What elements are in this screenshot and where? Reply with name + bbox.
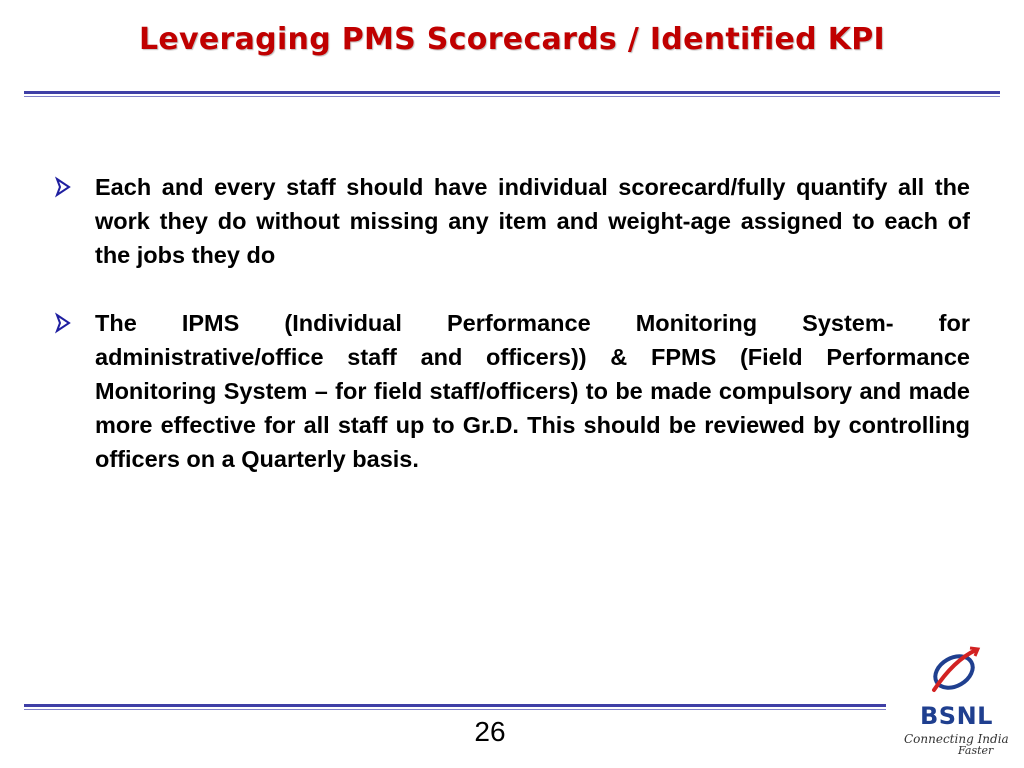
bsnl-logo [896, 640, 1016, 764]
page-number: 26 [474, 716, 506, 747]
bullet-text: Each and every staff should have individual scorecard/fully quantify all the work they do without missing any item and weight-age assigned to each of the jobs they do [95, 174, 970, 268]
bullet-item [54, 170, 970, 272]
footer-divider [24, 704, 886, 707]
title-divider [24, 91, 1000, 94]
logo-tagline-faster: Faster [958, 744, 994, 757]
arrow-bullet-icon [54, 306, 72, 340]
title-divider-thin [24, 96, 1000, 97]
bullet-list [54, 170, 970, 510]
logo-name: BSNL [920, 702, 993, 730]
bsnl-swirl-icon [896, 640, 1016, 702]
arrow-bullet-icon [54, 170, 72, 204]
bullet-text: The IPMS (Individual Performance Monitoring System- for administrative/office staff and officers)) & FPMS (Field Performance Monitoring System – for field staff/officers) to be made compulsory and made more effective for all staff up to Gr.D. This should be reviewed by controlling officers on a Quarterly basis. [95, 310, 970, 472]
footer-divider-thin [24, 709, 886, 710]
logo-tagline: Connecting India [904, 732, 1009, 746]
bullet-item [54, 306, 970, 476]
slide-title: Leveraging PMS Scorecards / Identified KPI [138, 22, 886, 57]
